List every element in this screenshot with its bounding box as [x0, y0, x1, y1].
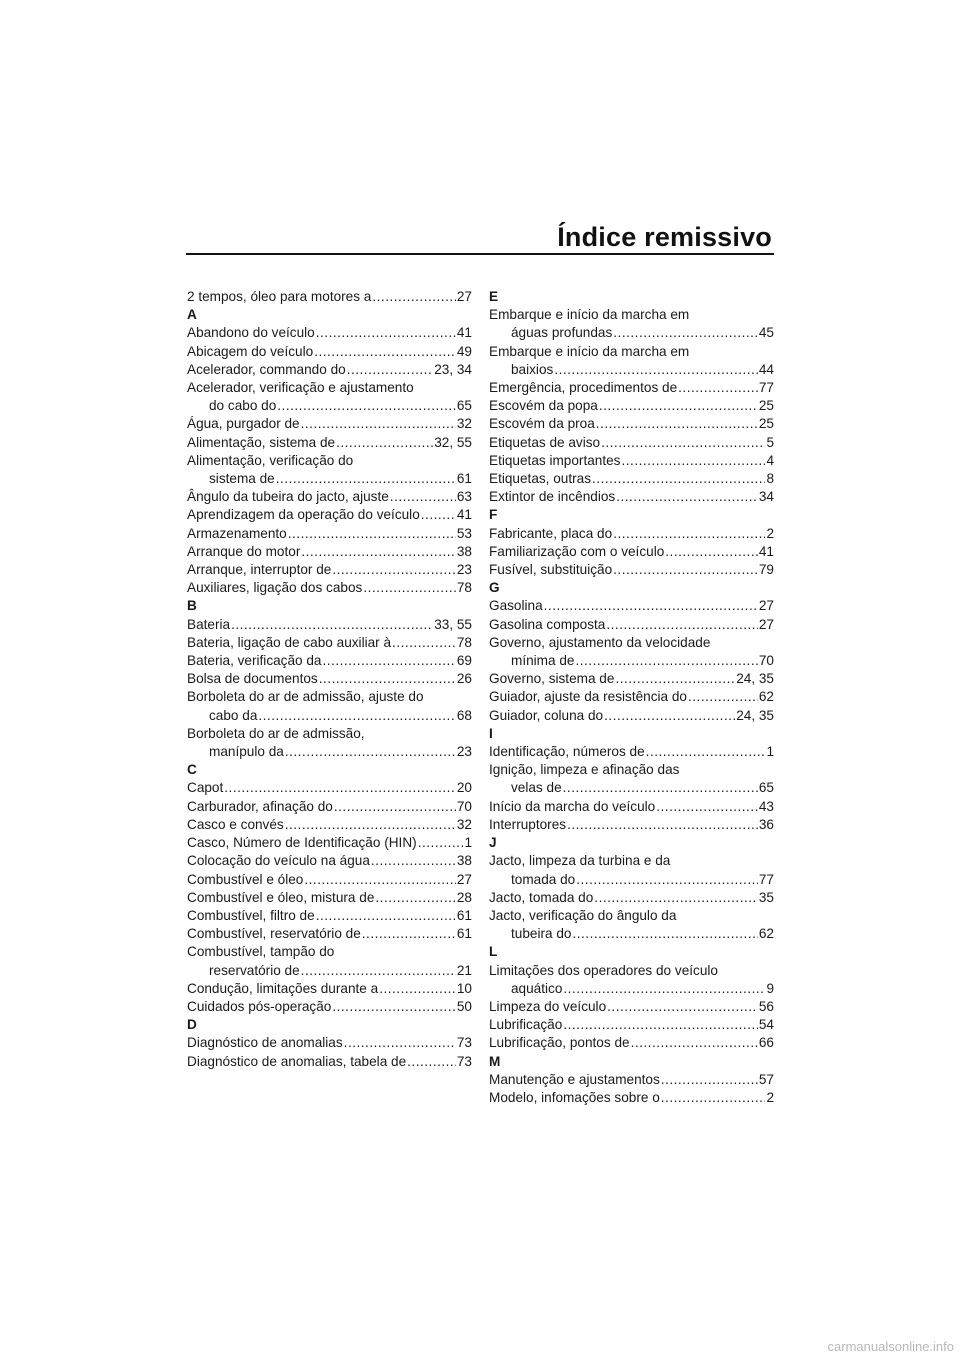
- index-entry-text: Condução, limitações durante a: [187, 980, 379, 996]
- index-entry-text: Arranque, interruptor de: [187, 562, 332, 578]
- index-entry: [489, 616, 774, 634]
- index-entry: [187, 488, 472, 506]
- index-entry-text: do cabo do: [209, 398, 277, 414]
- index-entry-page: 27: [456, 289, 472, 304]
- index-entry-page: 32, 55: [434, 434, 472, 450]
- index-entry-page: 78: [456, 634, 472, 650]
- index-entry-text: Cuidados pós-operação: [187, 998, 332, 1014]
- dot-leader: [575, 652, 757, 670]
- index-entry-page: 23: [456, 744, 472, 760]
- index-entry: [489, 543, 774, 561]
- index-letter-heading: C: [187, 762, 197, 778]
- dot-leader: [334, 798, 456, 816]
- index-entry-text: Modelo, infomações sobre o: [489, 1089, 660, 1105]
- index-entry: [187, 798, 472, 816]
- index-entry-text: Interruptores: [489, 816, 567, 832]
- dot-leader: [661, 1071, 758, 1089]
- index-entry: [187, 1034, 472, 1052]
- index-entry-page: 36: [758, 816, 774, 832]
- index-entry-line: Jacto, limpeza da turbina e da: [489, 853, 671, 869]
- index-entry-text: Fusível, substituição: [489, 562, 613, 578]
- index-entry-text: Lubrificação, pontos de: [489, 1035, 630, 1051]
- dot-leader: [665, 543, 758, 561]
- index-entry-line: Ignição, limpeza e afinação das: [489, 762, 680, 778]
- index-entry-page: 62: [758, 926, 774, 942]
- index-entry: [187, 415, 472, 433]
- index-entry-page: 32: [456, 816, 472, 832]
- index-entry-text: Gasolina: [489, 598, 543, 614]
- dot-leader: [347, 361, 434, 379]
- index-entry-text: Acelerador, commando do: [187, 361, 346, 377]
- index-entry: [489, 452, 774, 470]
- index-entry: [187, 579, 472, 597]
- index-entry: [187, 288, 472, 306]
- index-entry: [187, 616, 472, 634]
- dot-leader: [258, 707, 456, 725]
- index-entry-page: 78: [456, 580, 472, 596]
- index-entry-page: 57: [758, 1071, 774, 1087]
- dot-leader: [379, 980, 456, 998]
- index-entry: [489, 688, 774, 706]
- index-entry-page: 2: [766, 525, 774, 541]
- index-entry-page: 35: [758, 889, 774, 905]
- index-entry-text: Familiarização com o veículo: [489, 543, 665, 559]
- index-entry: [187, 743, 472, 761]
- index-entry: [187, 434, 472, 452]
- index-entry-page: 34: [758, 489, 774, 505]
- index-entry-text: Diagnóstico de anomalias: [187, 1035, 343, 1051]
- dot-leader: [371, 852, 456, 870]
- dot-leader: [285, 816, 456, 834]
- index-entry: [489, 561, 774, 579]
- dot-leader: [336, 434, 433, 452]
- dot-leader: [563, 980, 765, 998]
- index-entry: [187, 834, 472, 852]
- index-entry-text: Fabricante, placa do: [489, 525, 613, 541]
- index-entry: [187, 889, 472, 907]
- index-entry: [489, 816, 774, 834]
- index-entry: [489, 1089, 774, 1107]
- index-entry: [489, 743, 774, 761]
- index-entry-page: 70: [758, 653, 774, 669]
- index-entry-page: 43: [758, 798, 774, 814]
- index-entry: [489, 324, 774, 342]
- dot-leader: [375, 889, 455, 907]
- title-rule: [186, 253, 774, 255]
- index-entry: [187, 324, 472, 342]
- index-entry: [489, 415, 774, 433]
- index-entry-text: Arranque do motor: [187, 543, 301, 559]
- index-entry-page: 63: [456, 489, 472, 505]
- index-entry-text: tomada do: [511, 871, 576, 887]
- index-entry-line: Borboleta do ar de admissão,: [187, 725, 365, 741]
- dot-leader: [362, 925, 456, 943]
- index-entry-text: Guiador, coluna do: [489, 707, 604, 723]
- index-entry: [489, 998, 774, 1016]
- dot-leader: [319, 670, 456, 688]
- index-entry: [187, 925, 472, 943]
- index-entry: [489, 707, 774, 725]
- index-entry-text: Ângulo da tubeira do jacto, ajuste: [187, 489, 389, 505]
- index-entry-page: 4: [766, 452, 774, 468]
- index-entry: [489, 1034, 774, 1052]
- dot-leader: [688, 688, 758, 706]
- index-entry-page: 56: [758, 998, 774, 1014]
- index-entry-page: 27: [456, 871, 472, 887]
- index-entry-page: 26: [456, 671, 472, 687]
- dot-leader: [592, 470, 765, 488]
- index-entry: [489, 597, 774, 615]
- dot-leader: [301, 543, 456, 561]
- index-entry-text: Combustível, filtro de: [187, 907, 315, 923]
- index-entry-page: 44: [758, 361, 774, 377]
- index-letter-heading: G: [489, 580, 500, 596]
- dot-leader: [599, 397, 758, 415]
- dot-leader: [544, 597, 758, 615]
- index-entry: [489, 652, 774, 670]
- index-letter-heading: A: [187, 307, 197, 323]
- index-entry-text: Abicagem do veículo: [187, 343, 314, 359]
- index-entry-line: Acelerador, verificação e ajustamento: [187, 380, 414, 396]
- index-entry-line: Borboleta do ar de admissão, ajuste do: [187, 689, 424, 705]
- index-entry-text: Abandono do veículo: [187, 325, 315, 341]
- index-letter-heading: I: [489, 725, 493, 741]
- index-entry-text: Escovém da proa: [489, 416, 595, 432]
- index-entry: [187, 506, 472, 524]
- dot-leader: [316, 324, 456, 342]
- index-entry-page: 10: [456, 980, 472, 996]
- index-entry-page: 73: [456, 1053, 472, 1069]
- index-entry-text: Governo, sistema de: [489, 671, 615, 687]
- index-entry-text: Gasolina composta: [489, 616, 606, 632]
- index-entry-page: 53: [456, 525, 472, 541]
- index-entry: [187, 670, 472, 688]
- index-entry-text: Água, purgador de: [187, 416, 300, 432]
- dot-leader: [363, 579, 456, 597]
- index-entry-line: Alimentação, verificação do: [187, 452, 354, 468]
- index-entry-text: águas profundas: [511, 325, 613, 341]
- dot-leader: [563, 779, 758, 797]
- index-entry-text: Diagnóstico de anomalias, tabela de: [187, 1053, 407, 1069]
- index-entry-text: Aprendizagem da operação do veículo: [187, 507, 420, 523]
- dot-leader: [576, 871, 758, 889]
- dot-leader: [656, 798, 758, 816]
- index-entry-text: Emergência, procedimentos de: [489, 380, 678, 396]
- index-entry-text: Bateria, ligação de cabo auxiliar à: [187, 634, 392, 650]
- index-entry-page: 45: [758, 325, 774, 341]
- dot-leader: [285, 743, 456, 761]
- index-entry-page: 61: [456, 471, 472, 487]
- index-entry-text: Alimentação, sistema de: [187, 434, 336, 450]
- index-entry: [187, 998, 472, 1016]
- index-entry: [489, 871, 774, 889]
- index-entry-line: Embarque e início da marcha em: [489, 307, 690, 323]
- index-entry-page: 65: [758, 780, 774, 796]
- index-entry-line: Embarque e início da marcha em: [489, 343, 690, 359]
- index-entry-line: Jacto, verificação do ângulo da: [489, 907, 677, 923]
- index-entry: [489, 470, 774, 488]
- dot-leader: [418, 834, 464, 852]
- index-column-left: [187, 288, 472, 1071]
- index-entry: [489, 889, 774, 907]
- index-entry-line: Combustível, tampão do: [187, 944, 335, 960]
- index-letter-heading: D: [187, 1017, 197, 1033]
- index-entry-text: 2 tempos, óleo para motores a: [187, 289, 372, 304]
- index-entry-page: 21: [456, 962, 472, 978]
- index-entry-page: 68: [456, 707, 472, 723]
- index-entry: [187, 852, 472, 870]
- dot-leader: [631, 1034, 758, 1052]
- dot-leader: [554, 361, 758, 379]
- index-entry: [187, 525, 472, 543]
- index-entry-text: baixios: [511, 361, 554, 377]
- index-letter-heading: B: [187, 598, 197, 614]
- index-entry-page: 69: [456, 653, 472, 669]
- index-entry-text: Limpeza do veículo: [489, 998, 607, 1014]
- index-entry-text: Capot: [187, 780, 224, 796]
- dot-leader: [323, 652, 456, 670]
- dot-leader: [301, 962, 456, 980]
- index-entry-page: 66: [758, 1035, 774, 1051]
- index-entry: [489, 779, 774, 797]
- index-entry-text: Guiador, ajuste da resistência do: [489, 689, 687, 705]
- index-entry-page: 38: [456, 543, 472, 559]
- index-entry-text: Carburador, afinação do: [187, 798, 333, 814]
- index-entry: [489, 379, 774, 397]
- dot-leader: [332, 998, 456, 1016]
- index-entry: [489, 525, 774, 543]
- index-entry-page: 32: [456, 416, 472, 432]
- index-entry-page: 49: [456, 343, 472, 359]
- index-entry-line: Limitações dos operadores do veículo: [489, 962, 718, 978]
- dot-leader: [613, 324, 758, 342]
- index-entry-text: Início da marcha do veículo: [489, 798, 656, 814]
- index-entry: [489, 980, 774, 998]
- index-entry-page: 41: [456, 507, 472, 523]
- index-entry-text: Combustível, reservatório de: [187, 926, 361, 942]
- index-entry-page: 61: [456, 907, 472, 923]
- index-entry-text: tubeira do: [511, 926, 572, 942]
- dot-leader: [392, 634, 456, 652]
- dot-leader: [288, 525, 456, 543]
- index-entry-page: 9: [766, 980, 774, 996]
- index-entry-text: Jacto, tomada do: [489, 889, 594, 905]
- index-entry: [187, 962, 472, 980]
- index-entry: [187, 361, 472, 379]
- index-entry-text: sistema de: [209, 471, 275, 487]
- index-entry: [489, 1071, 774, 1089]
- index-entry-text: Auxiliares, ligação dos cabos: [187, 580, 363, 596]
- dot-leader: [613, 561, 758, 579]
- index-entry-text: mínima de: [511, 653, 575, 669]
- index-entry-page: 73: [456, 1035, 472, 1051]
- index-entry-page: 50: [456, 998, 472, 1014]
- dot-leader: [646, 743, 766, 761]
- index-entry: [187, 561, 472, 579]
- index-entry-page: 41: [758, 543, 774, 559]
- index-entry-page: 23, 34: [434, 361, 472, 377]
- index-entry-text: aquático: [511, 980, 563, 996]
- index-entry: [489, 434, 774, 452]
- index-entry: [187, 634, 472, 652]
- dot-leader: [332, 561, 456, 579]
- index-entry-text: Etiquetas de aviso: [489, 434, 601, 450]
- index-letter-heading: E: [489, 289, 499, 304]
- index-entry-text: Colocação do veículo na água: [187, 853, 370, 869]
- index-entry-text: Etiquetas, outras: [489, 471, 592, 487]
- dot-leader: [661, 1089, 766, 1107]
- dot-leader: [276, 470, 456, 488]
- dot-leader: [224, 779, 456, 797]
- index-entry-text: Identificação, números de: [489, 744, 645, 760]
- index-entry-page: 38: [456, 853, 472, 869]
- index-entry-text: Escovém da popa: [489, 398, 598, 414]
- index-entry-text: Bolsa de documentos: [187, 671, 318, 687]
- index-entry: [489, 670, 774, 688]
- index-entry-page: 33, 55: [434, 616, 472, 632]
- index-entry-page: 27: [758, 598, 774, 614]
- index-entry: [187, 779, 472, 797]
- index-entry: [489, 798, 774, 816]
- index-entry: [187, 652, 472, 670]
- index-entry-page: 24, 35: [736, 671, 774, 687]
- index-entry-text: Bateria, verificação da: [187, 653, 322, 669]
- dot-leader: [621, 452, 765, 470]
- index-entry: [187, 397, 472, 415]
- watermark: carmanualsonline.info: [827, 1339, 954, 1354]
- index-entry: [187, 871, 472, 889]
- dot-leader: [601, 434, 765, 452]
- dot-leader: [421, 506, 456, 524]
- index-entry-page: 20: [456, 780, 472, 796]
- dot-leader: [567, 816, 758, 834]
- index-entry-page: 1: [464, 835, 472, 851]
- index-entry-page: 23: [456, 562, 472, 578]
- dot-leader: [563, 1016, 758, 1034]
- dot-leader: [615, 670, 735, 688]
- index-entry-page: 61: [456, 926, 472, 942]
- index-letter-heading: F: [489, 507, 498, 523]
- dot-leader: [613, 525, 765, 543]
- index-entry-text: Casco e convés: [187, 816, 284, 832]
- index-entry-text: Lubrificação: [489, 1017, 563, 1033]
- index-entry-page: 8: [766, 471, 774, 487]
- index-entry: [489, 488, 774, 506]
- index-entry-page: 77: [758, 380, 774, 396]
- dot-leader: [301, 415, 456, 433]
- index-entry-text: Combustível e óleo, mistura de: [187, 889, 375, 905]
- index-entry: [187, 907, 472, 925]
- index-entry: [187, 343, 472, 361]
- page-title: Índice remissivo: [557, 222, 772, 252]
- index-entry-page: 77: [758, 871, 774, 887]
- dot-leader: [572, 925, 757, 943]
- dot-leader: [407, 1053, 456, 1071]
- dot-leader: [231, 616, 433, 634]
- index-entry-page: 70: [456, 798, 472, 814]
- dot-leader: [390, 488, 456, 506]
- dot-leader: [372, 288, 456, 306]
- dot-leader: [344, 1034, 456, 1052]
- dot-leader: [277, 397, 456, 415]
- index-letter-heading: M: [489, 1053, 501, 1069]
- index-entry-text: Armazenamento: [187, 525, 287, 541]
- dot-leader: [316, 907, 456, 925]
- index-entry: [489, 397, 774, 415]
- index-entry-page: 2: [766, 1089, 774, 1105]
- index-entry-text: Bateria: [187, 616, 231, 632]
- index-entry-page: 25: [758, 416, 774, 432]
- index-entry-page: 1: [766, 744, 774, 760]
- index-entry-line: Governo, ajustamento da velocidade: [489, 634, 711, 650]
- index-entry-page: 28: [456, 889, 472, 905]
- index-column-right: [489, 288, 774, 1107]
- index-entry-page: 27: [758, 616, 774, 632]
- index-entry-text: velas de: [511, 780, 562, 796]
- index-entry-page: 62: [758, 689, 774, 705]
- dot-leader: [596, 415, 758, 433]
- index-entry-page: 24, 35: [736, 707, 774, 723]
- index-entry-page: 79: [758, 562, 774, 578]
- index-entry-text: Extintor de incêndios: [489, 489, 616, 505]
- index-entry-text: Casco, Número de Identificação (HIN): [187, 835, 417, 851]
- index-entry: [187, 1053, 472, 1071]
- index-entry: [187, 543, 472, 561]
- dot-leader: [678, 379, 758, 397]
- index-entry: [187, 980, 472, 998]
- index-entry-text: manípulo da: [209, 744, 284, 760]
- dot-leader: [304, 871, 456, 889]
- index-entry-text: Manutenção e ajustamentos: [489, 1071, 660, 1087]
- index-entry: [187, 470, 472, 488]
- index-entry-text: Etiquetas importantes: [489, 452, 621, 468]
- index-letter-heading: J: [489, 835, 497, 851]
- dot-leader: [314, 343, 456, 361]
- index-entry-page: 5: [766, 434, 774, 450]
- index-entry-page: 54: [758, 1017, 774, 1033]
- dot-leader: [604, 707, 735, 725]
- index-entry: [187, 816, 472, 834]
- index-entry: [489, 925, 774, 943]
- index-letter-heading: L: [489, 944, 498, 960]
- index-entry-text: reservatório de: [209, 962, 300, 978]
- index-entry: [489, 361, 774, 379]
- dot-leader: [616, 488, 758, 506]
- index-entry-page: 25: [758, 398, 774, 414]
- index-entry-page: 65: [456, 398, 472, 414]
- index-entry-page: 41: [456, 325, 472, 341]
- dot-leader: [606, 616, 758, 634]
- index-entry: [187, 707, 472, 725]
- index-entry: [489, 1016, 774, 1034]
- dot-leader: [594, 889, 758, 907]
- dot-leader: [607, 998, 758, 1016]
- index-entry-text: Combustível e óleo: [187, 871, 304, 887]
- index-entry-text: cabo da: [209, 707, 258, 723]
